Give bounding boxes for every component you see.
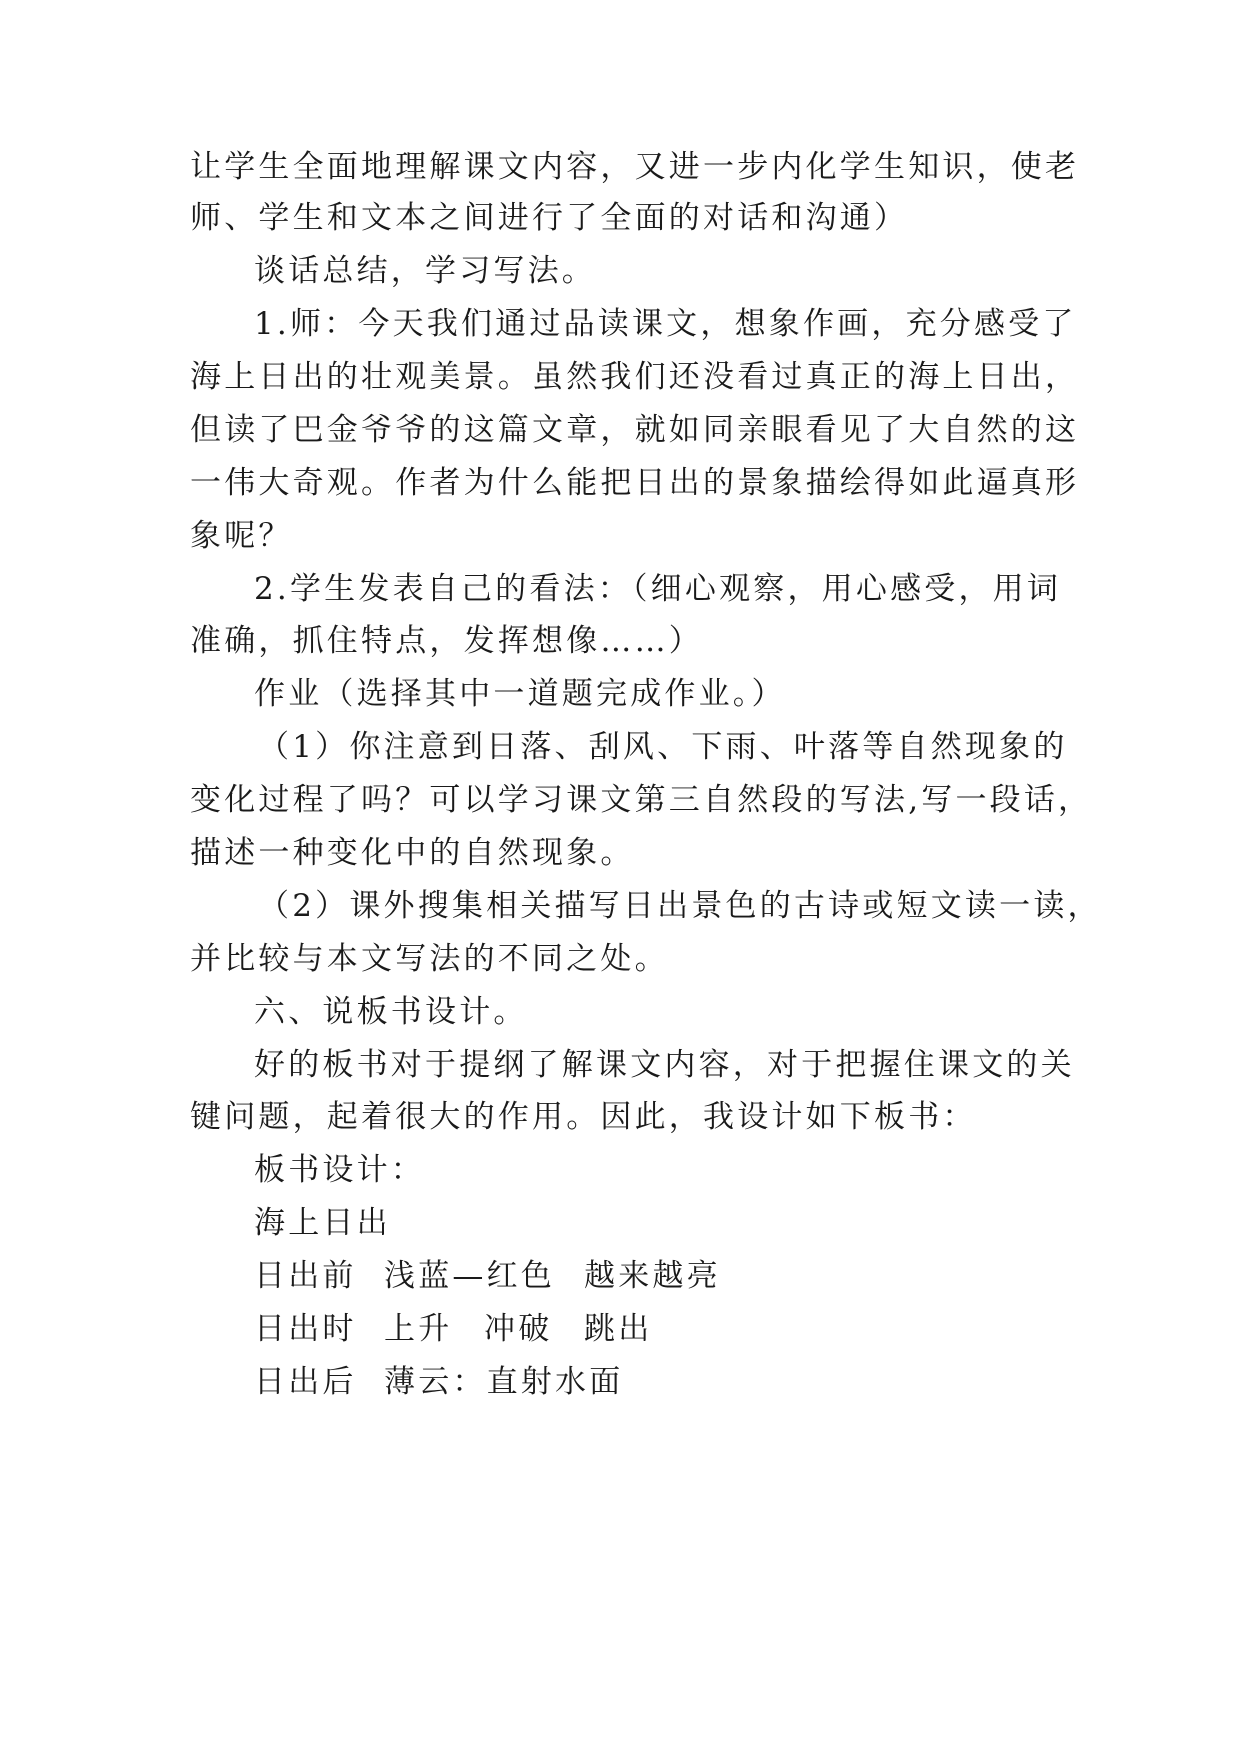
text-line: 并比较与本文写法的不同之处。 [190, 941, 669, 977]
section-heading: 谈话总结，学习写法。 [254, 253, 596, 289]
text-line: 师、学生和文本之间进行了全面的对话和沟通） [190, 200, 909, 236]
text-line: （1）你注意到日落、刮风、下雨、叶落等自然现象的 [258, 729, 1068, 765]
text-line: 2.学生发表自己的看法：（细心观察，用心感受，用词 [254, 571, 1062, 607]
text-line: 海上日出的壮观美景。虽然我们还没看过真正的海上日出， [190, 359, 1080, 395]
text-line: 好的板书对于提纲了解课文内容，对于把握住课文的关 [254, 1047, 1075, 1083]
text-line: 键问题，起着很大的作用。因此，我设计如下板书： [190, 1099, 977, 1135]
text-line: 象呢？ [190, 518, 293, 554]
board-row [254, 1256, 1134, 1296]
board-cell: 冲破 [484, 1311, 553, 1347]
text-line: 变化过程了吗？可以学习课文第三自然段的写法,写一段话， [190, 782, 1093, 818]
section-heading: 六、说板书设计。 [254, 994, 528, 1030]
board-cell: 越来越亮 [584, 1258, 721, 1294]
board-cell: 日出时 [254, 1311, 357, 1347]
text-line: 1.师：今天我们通过品读课文，想象作画，充分感受了 [254, 306, 1077, 342]
board-cell: 浅蓝—红色 [384, 1258, 555, 1294]
board-row [254, 1309, 1134, 1349]
section-heading: 作业（选择其中一道题完成作业。） [254, 676, 786, 712]
text-line: （2）课外搜集相关描写日出景色的古诗或短文读一读， [258, 888, 1102, 924]
board-title: 海上日出 [254, 1205, 391, 1241]
board-cell: 跳出 [584, 1311, 653, 1347]
text-line: 板书设计： [254, 1152, 425, 1188]
text-line: 准确，抓住特点，发挥想像……） [190, 623, 703, 659]
text-line: 但读了巴金爷爷的这篇文章，就如同亲眼看见了大自然的这 [190, 412, 1080, 448]
board-cell: 上升 [384, 1311, 453, 1347]
board-cell: 日出后 [254, 1364, 357, 1400]
text-line: 让学生全面地理解课文内容，又进一步内化学生知识，使老 [190, 149, 1080, 185]
text-line: 描述一种变化中的自然现象。 [190, 835, 635, 871]
text-line: 一伟大奇观。作者为什么能把日出的景象描绘得如此逼真形 [190, 465, 1080, 501]
board-cell: 日出前 [254, 1258, 357, 1294]
board-row [254, 1362, 1134, 1402]
board-cell: 薄云：直射水面 [384, 1364, 624, 1400]
